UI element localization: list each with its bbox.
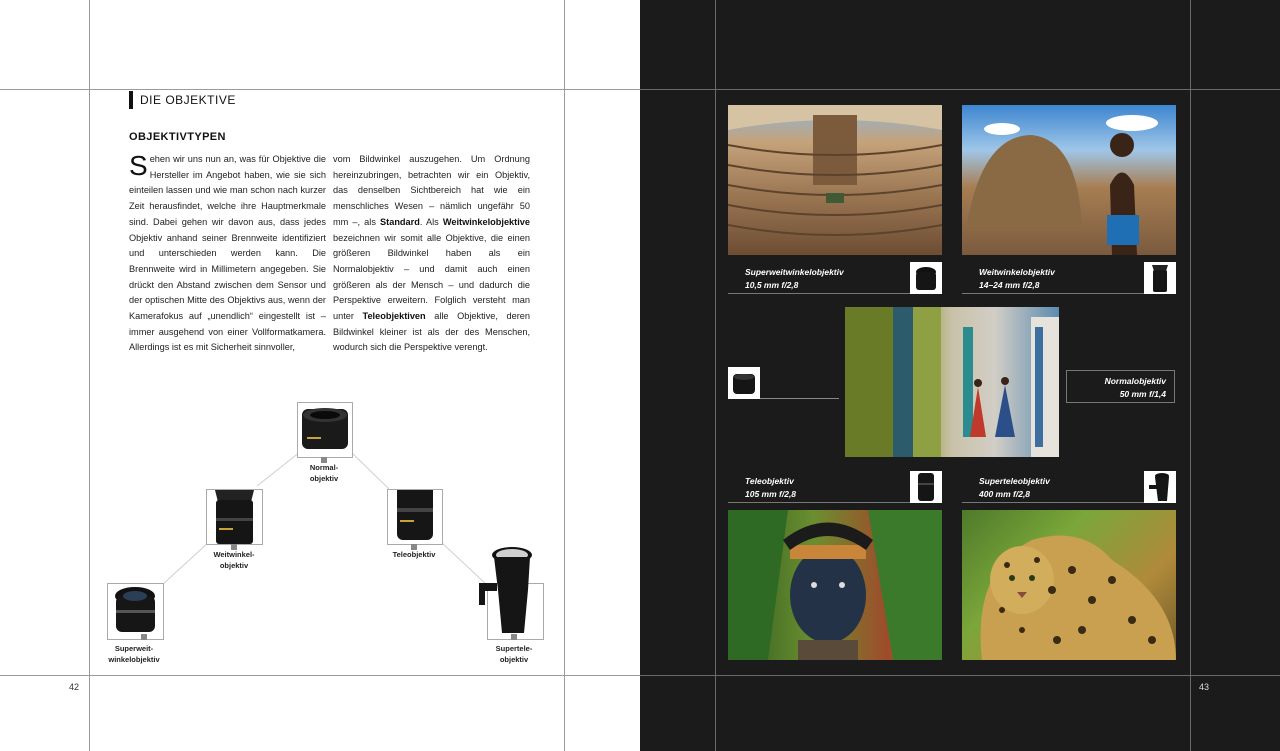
caption-line: Weitwinkelobjektiv [979,267,1055,277]
photo-hut [962,105,1176,255]
thumb-tele [910,471,942,503]
bold-term: Weitwinkelobjektive [442,216,530,227]
wide-lens-icon [207,490,262,544]
bold-term: Teleobjektiven [362,311,426,322]
connector-line [760,398,839,399]
leopard-illustration [962,510,1176,660]
label-line: winkelobjektiv [108,655,160,664]
caption-line: 50 mm f/1,4 [1119,389,1166,399]
photo-street [845,307,1059,457]
warrior-illustration [728,510,942,660]
caption-line: Superweitwinkelobjektiv [745,267,844,277]
label-line: objektiv [499,655,529,664]
label-tele [374,549,454,560]
wide-lens-frame [206,489,263,545]
caption-line: 400 mm f/2,8 [979,489,1031,499]
connector-marker [141,634,147,640]
subheading: OBJEKTIVTYPEN [129,131,226,143]
hut-illustration [962,105,1176,255]
thumb-normal [728,367,760,399]
photo-stepwell [728,105,942,255]
page-number-right: 43 [1199,682,1210,692]
text-span: . Als [419,216,443,227]
dropcap: S [129,150,148,181]
label-line: Teleobjektiv [392,550,436,559]
text-span: alle Objektive, deren Bildwinkel kleiner ist als der des Menschen, wodurch sich die Perspektive verengt. [333,311,531,353]
right-page [640,0,1280,751]
bold-term: Standard [380,216,420,227]
label-normal [284,462,364,484]
caption-line: Superteleobjektiv [979,476,1050,486]
supertele-lens-icon [476,545,536,638]
normal-lens-frame [297,402,353,458]
guide-line [640,89,1280,90]
label-wide [194,549,274,571]
thumb-supertele [1144,471,1176,503]
label-line: objektiv [309,474,339,483]
street-illustration [845,307,1059,457]
caption-line: 14–24 mm f/2,8 [979,280,1040,290]
text-span: vom Bildwinkel auszugehen. Um Ordnung hereinzubringen, betrachten wir ein Objektiv, das denselben Sichtbereich hat wie ein menschliches Wesen – nämlich ungefähr 50 mm –, als [333,154,530,227]
caption-normal [1066,370,1175,403]
label-superwide [94,643,174,665]
guide-line [640,675,1280,676]
photo-leopard [962,510,1176,660]
page-number-left: 42 [69,682,80,692]
tele-lens-frame [387,489,443,545]
stepwell-illustration [728,105,942,255]
superwide-lens-icon [108,584,163,639]
photo-warrior [728,510,942,660]
label-line: Weitwinkel- [213,550,255,559]
caption-line: 105 mm f/2,8 [745,489,797,499]
guide-line [715,0,716,751]
label-line: Supertele- [495,644,533,653]
connector-marker [511,634,517,640]
section-title: DIE OBJEKTIVE [129,91,236,109]
tele-lens-icon [388,490,442,544]
label-line: Superweit- [114,644,154,653]
thumb-wide [1144,262,1176,294]
label-line: Normal- [309,463,339,472]
guide-line [1190,0,1191,751]
caption-line: Normalobjektiv [1104,376,1166,386]
label-line: objektiv [219,561,249,570]
normal-lens-icon [298,403,352,457]
thumb-superwide [910,262,942,294]
caption-line: Teleobjektiv [745,476,794,486]
superwide-lens-frame [107,583,164,640]
column-1-text: ehen wir uns nun an, was für Objektive die Hersteller im Angebot haben, wie sie sich einteilen lassen und wie man schon nach kurzer Zeit herausfindet, welche ihre Hauptmerkmale sind. Dabei gehen wir davon aus, dass jedes Objektiv anhand seiner Brennweite identifiziert und unterschieden werden kann. Die Brennweite wird in Millimetern angegeben. Sie drückt den Abstand zwischen dem Sensor und der optischen Mitte des Objektivs aus, wenn der Kamerafokus auf „unendlich“ eingestellt ist – immer ausgehend von einer Vollformatkamera. Allerdings ist es mit Sicherheit sinnvoller, [129,154,326,353]
text-span: bezeichnen wir somit alle Objektive, die einen größeren Bildwinkel haben als ein Normalobjektiv – und damit auch einen größeren als der Mensch – und dadurch die Perspektive erweitern. Folglich versteht man unter [333,232,530,322]
caption-line: 10,5 mm f/2,8 [745,280,799,290]
label-supertele [474,643,554,665]
